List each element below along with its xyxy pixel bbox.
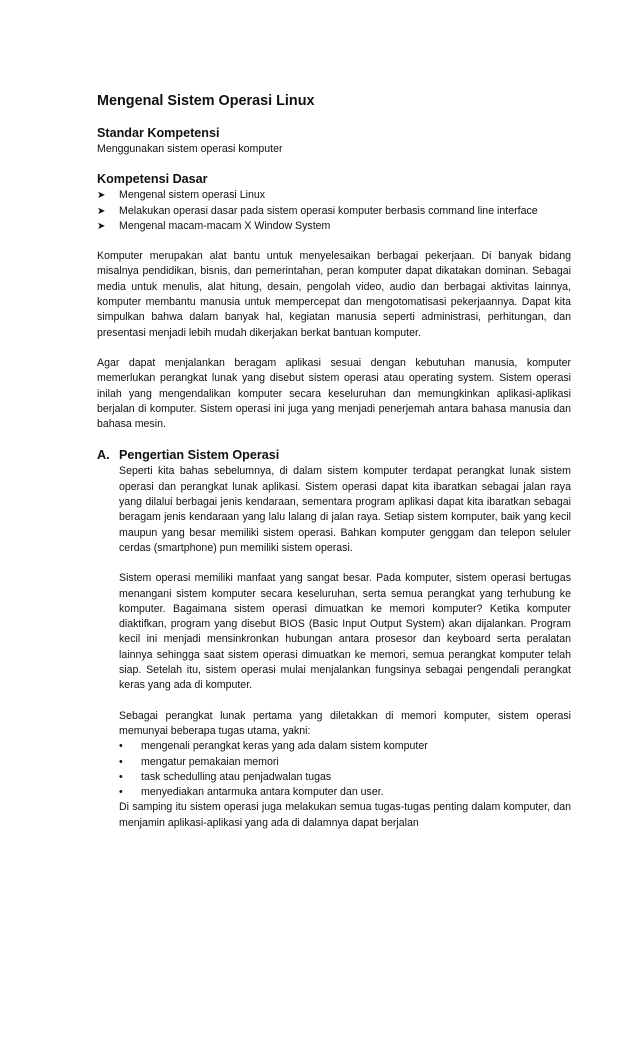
list-item <box>97 204 571 219</box>
arrow-bullet-icon: ➤ <box>97 205 106 217</box>
section-paragraph: Sebagai perangkat lunak pertama yang diletakkan di memori komputer, sistem operasi memunyai beberapa tugas utama, yakni: <box>119 709 571 737</box>
intro-paragraph: Komputer merupakan alat bantu untuk menyelesaikan berbagai pekerjaan. Di banyak bidang misalnya pendidikan, bisnis, dan pemerintahan, peran komputer dapat dikatakan dominan. Sebagai media untuk menulis, alat hitung, desain, pengolah video, audio dan berbagai aktivitas lainnya, komputer membantu manusia untuk mempercepat dan mengotomatisasi pekerjaannya. Dapat kita simpulkan bahwa dalam banyak hal, kegiatan manusia seperti administrasi, perhitungan, dan presentasi menjadi lebih mudah dikerjakan berkat bantuan komputer. <box>97 250 571 339</box>
intro-paragraph: Agar dapat menjalankan beragam aplikasi sesuai dengan kebutuhan manusia, komputer memerlukan perangkat lunak yang disebut sistem operasi atau operating system. Sistem operasi inilah yang mengendalikan komputer secara keseluruhan dan memungkinkan aplikasi-aplikasi berjalan di komputer. Sistem operasi ini juga yang menjadi penerjemah antara bahasa manusia dan bahasa mesin. <box>97 356 571 431</box>
list-item-text: Mengenal sistem operasi Linux <box>119 189 266 202</box>
document-content <box>97 92 571 831</box>
section-paragraph: Seperti kita bahas sebelumnya, di dalam sistem komputer terdapat perangkat lunak sistem operasi dan perangkat lunak aplikasi. Sistem operasi dapat kita ibaratkan sebagai jalan raya yang dilalui berbagai jenis kendaraan, sementara program aplikasi dapat kita ibaratkan sebagai beragam jenis kendaraan yang lalu lalang di jalan raya. Setiap sistem komputer, baik yang kecil maupun yang besar memiliki sistem operasi. Bahkan komputer genggam dan telepon seluler cerdas (smartphone) pun memiliki sistem operasi. <box>119 465 571 554</box>
standar-heading: Standar Kompetensi <box>97 126 220 140</box>
section-a-heading <box>97 447 571 464</box>
section-a-body <box>97 464 571 831</box>
list-item-text: menyediakan antarmuka antara komputer dan user. <box>141 786 384 799</box>
list-item-text: Mengenal macam-macam X Window System <box>119 219 331 232</box>
page-title: Mengenal Sistem Operasi Linux <box>97 93 315 109</box>
list-item <box>119 739 571 754</box>
section-paragraph: Sistem operasi memiliki manfaat yang sangat besar. Pada komputer, sistem operasi bertugas menangani sistem komputer secara keseluruhan, serta semua perangkat yang terhubung ke komputer. Bagaimana sistem operasi dimuatkan ke memori komputer? Ketika komputer diaktifkan, program yang disebut BIOS (Basic Input Output System) akan dijalankan. Program kecil ini menjadi mensinkronkan hubungan antara prosesor dan keyboard serta peralatan lainnya sehingga saat sistem operasi dimuatkan ke memori, semua perangkat komputer telah siap. Setelah itu, sistem operasi mulai menjalankan fungsinya sebagai pengendali perangkat keras yang ada di komputer. <box>119 572 571 692</box>
list-item <box>119 785 571 800</box>
bullet-icon: • <box>119 755 123 768</box>
kompetensi-list <box>97 188 571 234</box>
kompetensi-heading: Kompetensi Dasar <box>97 172 208 187</box>
section-letter: A. <box>97 448 110 463</box>
bullet-icon: • <box>119 740 123 753</box>
bullet-icon: • <box>119 770 123 783</box>
bullet-icon: • <box>119 786 123 799</box>
list-item <box>119 755 571 770</box>
list-item <box>97 188 571 203</box>
list-item-text: mengenali perangkat keras yang ada dalam sistem komputer <box>141 740 428 753</box>
list-item-text: mengatur pemakaian memori <box>141 755 279 768</box>
list-item <box>119 770 571 785</box>
arrow-bullet-icon: ➤ <box>97 220 106 232</box>
list-item-text: Melakukan operasi dasar pada sistem operasi komputer berbasis command line interface <box>119 204 538 217</box>
list-item <box>97 219 571 234</box>
section-title: Pengertian Sistem Operasi <box>119 448 280 463</box>
standar-text: Menggunakan sistem operasi komputer <box>97 143 283 155</box>
arrow-bullet-icon: ➤ <box>97 190 106 202</box>
closing-paragraph: Di samping itu sistem operasi juga melakukan semua tugas-tugas penting dalam komputer, dan menjamin aplikasi-aplikasi yang ada di dalamnya dapat berjalan <box>119 801 571 829</box>
list-item-text: task schedulling atau penjadwalan tugas <box>141 770 332 783</box>
tugas-list <box>119 739 571 800</box>
